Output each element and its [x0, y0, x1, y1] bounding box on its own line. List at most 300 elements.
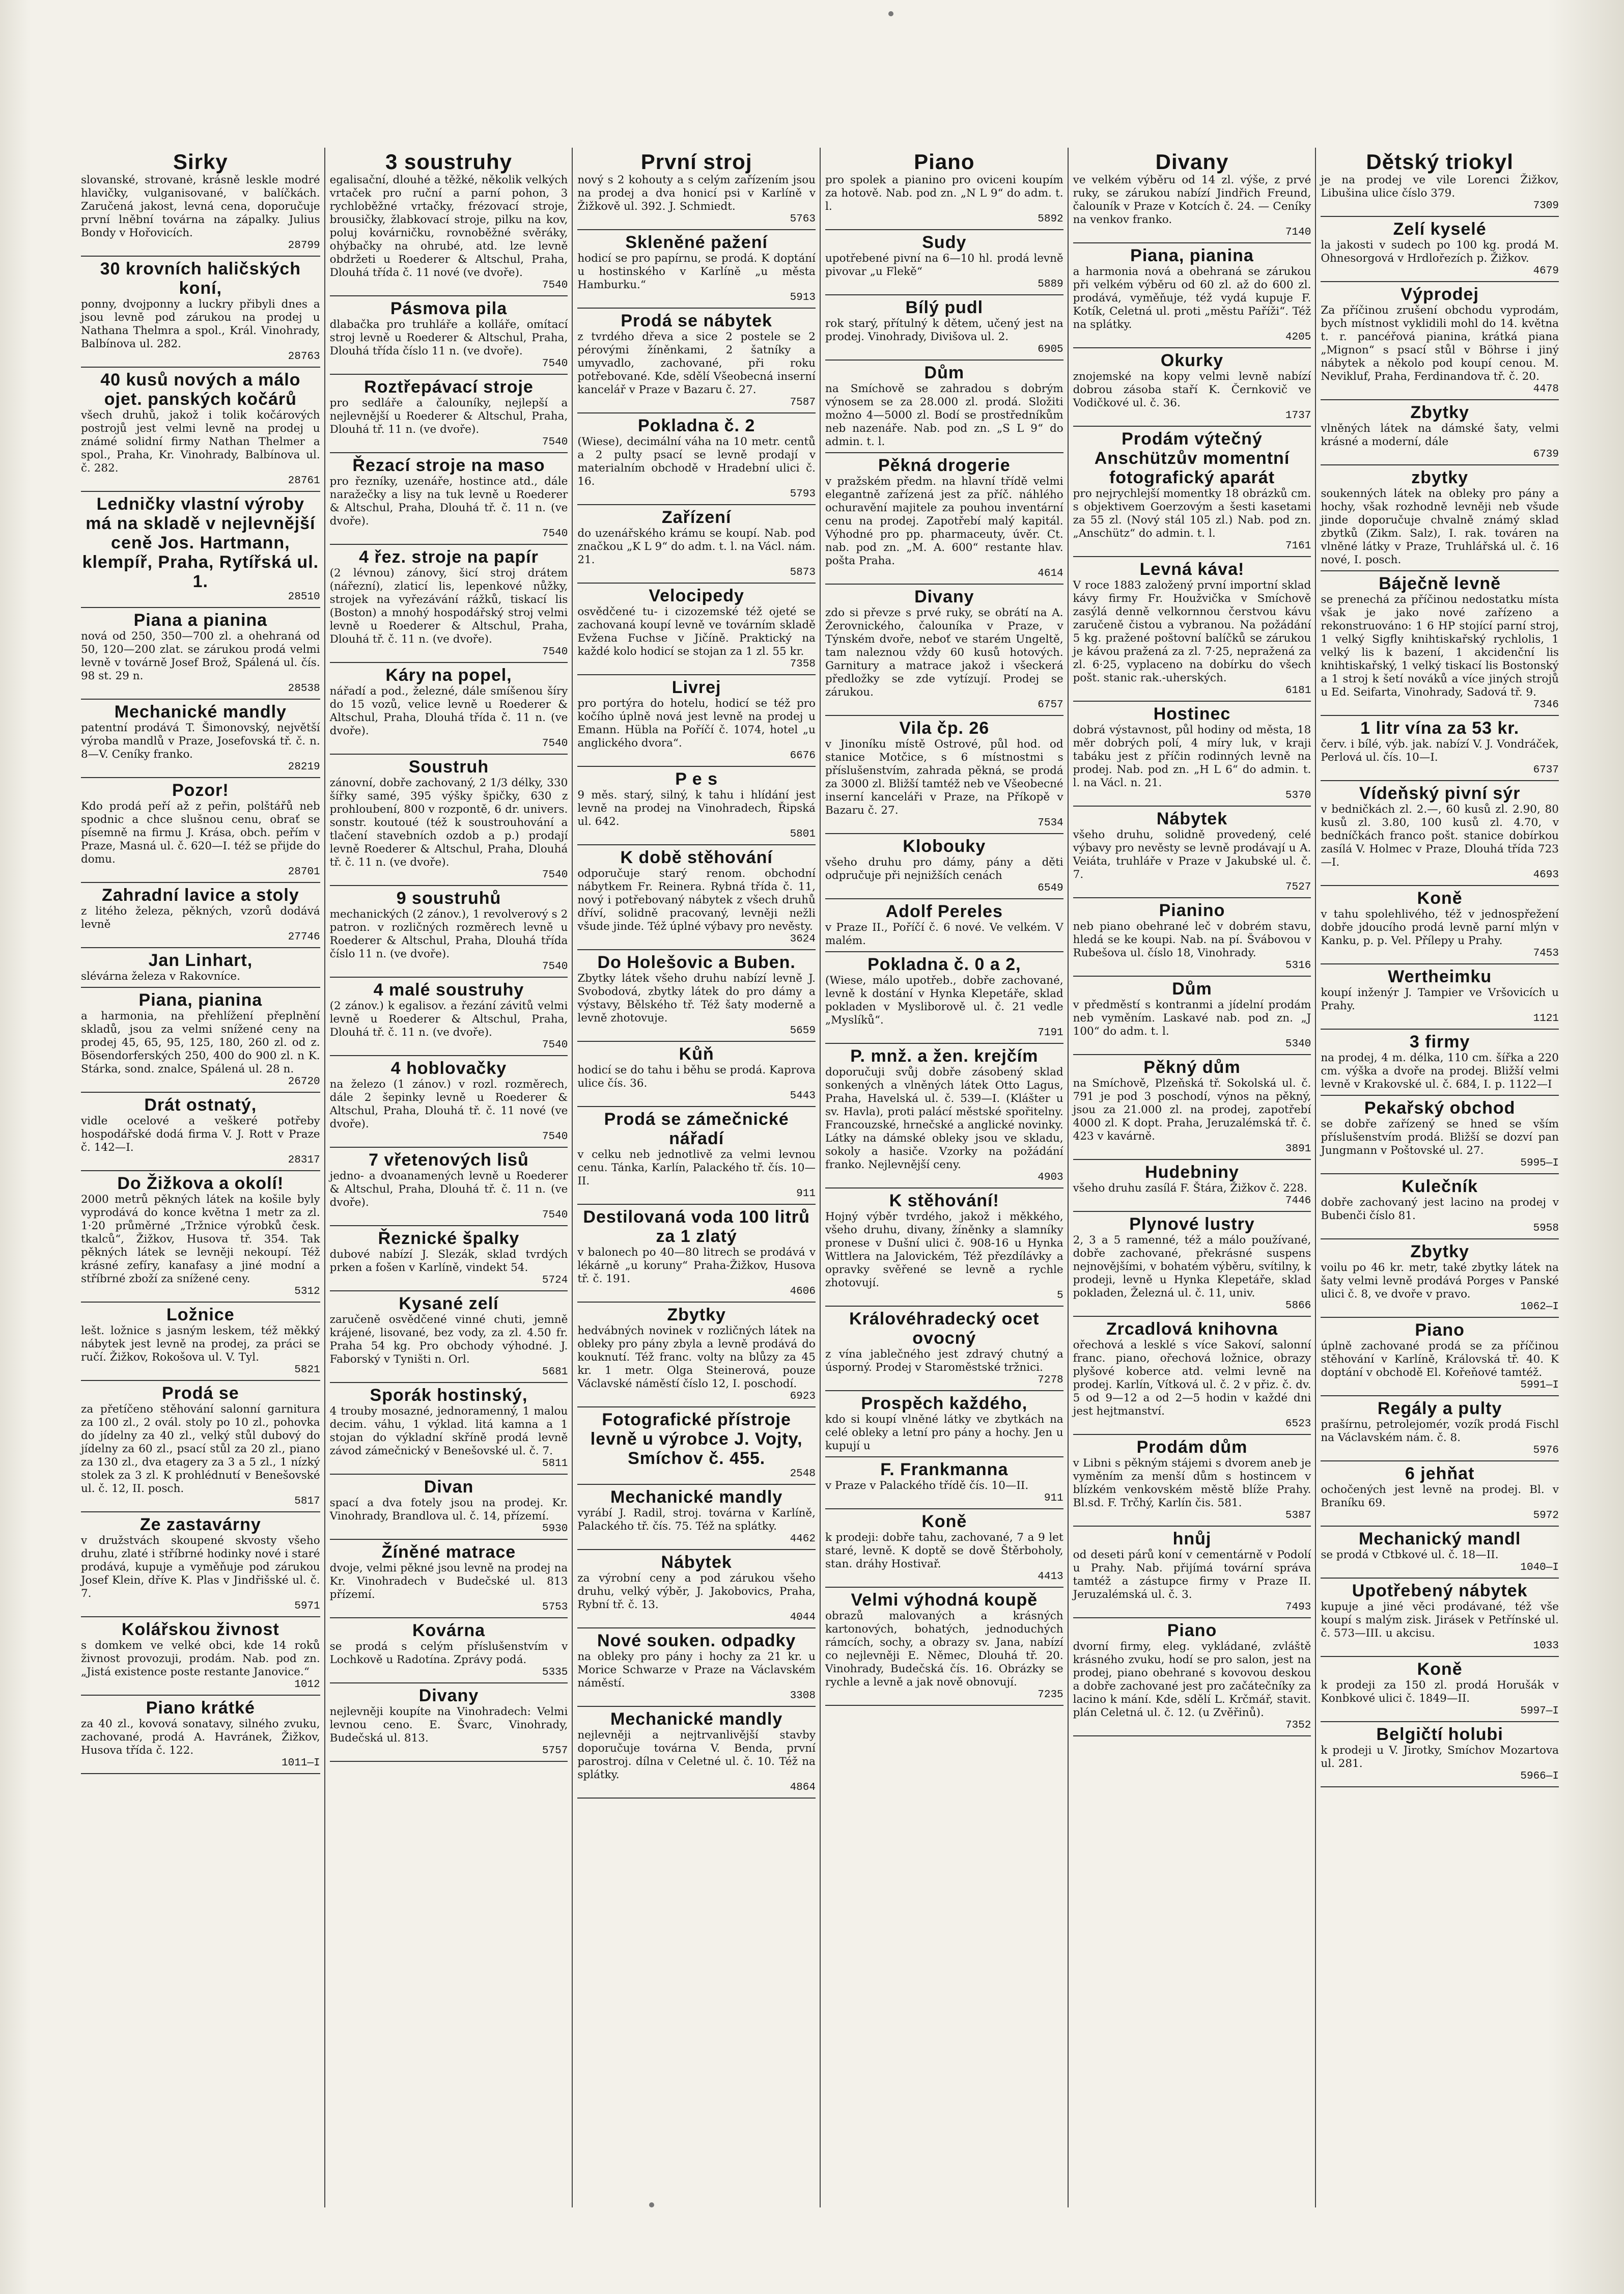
ad-reference-number: 1012	[294, 1679, 320, 1691]
ad-body: dubové nabízí J. Slezák, sklad tvrdých prken a fošen v Karlíně, vindekt 54.	[329, 1248, 568, 1274]
ad-body: upotřebené pivní na 6—10 hl. prodá levně pivovar „u Flekě“	[825, 252, 1063, 278]
ad-reference-number: 5976	[1533, 1445, 1559, 1456]
ad-reference-number: 5997—I	[1520, 1705, 1559, 1717]
ad-title: Kovárna	[412, 1621, 486, 1640]
ad-reference-number: 4044	[790, 1612, 816, 1623]
ad-reference-number: 6676	[790, 750, 816, 762]
classified-ad	[577, 1628, 816, 1707]
ad-title: Zelí kyselé	[1393, 219, 1487, 239]
classified-ad	[330, 1291, 568, 1383]
ad-body: v družstvách skoupené skvosty všeho druhu, zlaté i stříbrné hodinky nové i staré prodává, kupuje a vyměňuje pod zárukou Josef Klein, dříve K. Plas v Jindřišské ul. č. 7.	[81, 1534, 320, 1600]
ad-title: 7 vřetenových lisů	[369, 1150, 529, 1170]
ad-body: zaručeně osvědčené vinné chuti, jemně krájené, lisované, bez vody, za zl. 4.50 fr. Praha 54 kg. Pro obchody výhodné. J. Faborský v Tyništi n. Orl.	[329, 1313, 568, 1366]
classified-ad	[825, 899, 1063, 952]
classified-ad	[1321, 716, 1559, 781]
classified-ad	[330, 148, 568, 296]
ad-title: Dětský triokyl	[1366, 150, 1514, 174]
ad-reference-number: 5724	[542, 1275, 568, 1286]
ad-body: soukenných látek na obleky pro pány a hochy, však rozhodně levněji neb všude jinde doporučuje chvalně známý sklad zbytků (Zikm. Salz), I. rak. továren na vlněné látky v Praze, Truhlářská ul. č. 16 nové, I. posch.	[1321, 487, 1559, 566]
ad-title: 9 soustruhů	[396, 889, 501, 908]
classified-ad	[330, 545, 568, 663]
ad-reference-number: 7161	[1285, 540, 1311, 552]
classified-ad	[81, 1171, 320, 1303]
classified-ad	[81, 148, 320, 257]
classified-ad	[81, 883, 320, 948]
ad-reference-number: 6737	[1533, 764, 1559, 776]
classified-ad	[81, 368, 320, 492]
ad-title: Klobouky	[903, 837, 986, 856]
ad-column-5	[1068, 148, 1315, 2207]
ad-title: Pokladna č. 0 a 2,	[867, 955, 1021, 974]
ad-body: v Jinoníku místě Ostrové, půl hod. od stanice Motčice, s 6 místnostmi s příslušenstvím, zahrada pěkná, se prodá za 3000 zl. Bližší tamtéž neb ve Všeobecné inserní kanceláři v Praze, na Příkopě v Bazaru č. 27.	[825, 738, 1063, 817]
ad-reference-number: 7534	[1038, 817, 1063, 829]
classified-ad	[825, 361, 1063, 453]
ad-title: Do Žižkova a okolí!	[117, 1174, 284, 1193]
ad-title: Zbytky	[667, 1305, 726, 1324]
ad-body: k prodeji: dobře tahu, zachované, 7 a 9 let staré, levně. K doptě se dově Štěrboholy, stan. dráhy Hostivař.	[825, 1531, 1063, 1570]
ad-body: za 40 zl., kovová sonatavy, silného zvuku, zachované, prodá A. Havránek, Žižkov, Husova třída č. 122.	[81, 1718, 320, 1757]
ad-title: Divany	[1155, 150, 1229, 174]
classified-ad	[81, 1696, 320, 1774]
ad-title: Ze zastavárny	[139, 1515, 261, 1534]
ad-reference-number: 7140	[1285, 227, 1311, 238]
ad-title: Sirky	[173, 150, 228, 174]
ad-body: všeho druhu, solidně provedený, celé výbavy pro nevěsty se levně prodávají u A. Veiáta, truhláře v Praze v Jakubské ul. č. 7.	[1073, 828, 1311, 881]
ad-reference-number: 5889	[1038, 279, 1063, 290]
ad-title: Wertheimku	[1388, 967, 1492, 986]
classified-ad	[81, 1093, 320, 1171]
ad-reference-number: 5995—I	[1520, 1157, 1559, 1169]
ad-title: Prodá se nábytek	[621, 311, 772, 330]
ad-reference-number: 1062—I	[1520, 1301, 1559, 1313]
classified-ad	[825, 1509, 1063, 1588]
ad-reference-number: 6549	[1038, 882, 1063, 894]
ad-title: Skleněné pažení	[625, 233, 768, 252]
ad-reference-number: 7540	[542, 1209, 568, 1221]
ad-body: všeho druhu pro dámy, pány a děti odpručuje při nejnižších cenách	[825, 856, 1063, 882]
classified-ad	[330, 375, 568, 453]
ad-body: dvoje, velmi pěkné jsou levně na prodej na Kr. Vinohradech v Budečské ul. 813 přízemí.	[329, 1562, 568, 1601]
ad-body: červ. i bílé, výb. jak. nabízí V. J. Vondráček, Perlová ul. čís. 10—I.	[1321, 738, 1559, 764]
ad-reference-number: 5753	[542, 1601, 568, 1613]
ad-title: Prodá se	[162, 1384, 239, 1403]
classified-ad	[577, 1550, 816, 1628]
classified-ad	[577, 845, 816, 950]
ad-reference-number: 911	[1044, 1493, 1063, 1504]
ad-body: zánovní, dobře zachovaný, 2 1/3 délky, 330 šířky samé, 395 výšky špičky, 630 z prohloubení, 800 v rozpontě, 6 dr. univers. sonstr. koutoué (též k soustrouhování a tlačení stavebních ozdob a p.) prodají levně Roederer & Altschul, Praha, Dlouhá tř. č. 11 n. (ve dvoře).	[329, 777, 568, 869]
ad-body: (2 lévnou) zánovy, šicí stroj drátem (nářezní), zlaticí lis, lepenkové nůžky, strojek na vyřezávání rážků, tiskací lis (Boston) a mnohý hospodářský stroj velmi levně u Roederer & Altschul, Praha, Dlouhá tř. č. 11 n. (ve dvoře).	[329, 567, 568, 646]
ad-body: se prodá s celým příslušenstvím v Lochkově u Radotína. Zprávy podá.	[329, 1640, 568, 1666]
classified-ad	[825, 1457, 1063, 1509]
ad-reference-number: 7453	[1533, 948, 1559, 959]
classified-ad	[81, 608, 320, 700]
ad-body: z vína jablečného jest zdravý chutný a úsporný. Prodej v Staroměstské tržnici.	[825, 1348, 1063, 1374]
classified-ad	[1321, 465, 1559, 571]
ad-body: 2, 3 a 5 ramenné, též a málo používané, dobře zachované, překrásné suspens nejnovějšími, v bohatém výběru, svítilny, k prodeji, levně u Hynka Klepetáře, sklad pokladen, Železná ul. č. 11, univ.	[1073, 1234, 1311, 1300]
ad-reference-number: 7540	[542, 1039, 568, 1051]
classified-ad	[330, 1056, 568, 1148]
ad-title: 4 hoblovačky	[390, 1059, 507, 1078]
ad-title: Nábytek	[661, 1553, 732, 1572]
ad-title: Koně	[921, 1512, 967, 1531]
classified-ad	[577, 230, 816, 309]
ad-title: Zrcadlová knihovna	[1106, 1319, 1278, 1339]
ad-reference-number: 4693	[1533, 869, 1559, 881]
ad-body: v Praze II., Poříčí č. 6 nové. Ve velkém. V malém.	[825, 921, 1063, 947]
ad-body: z tvrdého dřeva a sice 2 postele se 2 pérovými žíněnkami, 2 šatníky a umyvadlo, zachované, při roku potřebované. Kde, sdělí Všeobecná inserní kancelář v Praze v Bazaru č. 27.	[577, 330, 816, 396]
ad-reference-number: 7493	[1285, 1601, 1311, 1613]
classified-ad	[825, 1307, 1063, 1391]
ad-title: Zahradní lavice a stoly	[101, 886, 299, 905]
classified-ad	[1073, 702, 1311, 807]
classified-ad	[330, 1148, 568, 1226]
ad-reference-number: 6739	[1533, 449, 1559, 460]
ad-title: Piana, pianina	[1130, 246, 1254, 265]
ad-reference-number: 7587	[790, 397, 816, 408]
ad-reference-number: 5966—I	[1520, 1771, 1559, 1782]
ad-reference-number: 5443	[790, 1090, 816, 1102]
ad-reference-number: 7540	[542, 528, 568, 540]
classified-ad	[577, 309, 816, 413]
classified-ad	[1073, 427, 1311, 557]
ad-reference-number: 28317	[288, 1154, 320, 1166]
ad-reference-number: 7540	[542, 869, 568, 881]
ad-body: nový s 2 kohouty a s celým zařízením jsou na prodej a dva honicí psi v Karlíně v Žižkově ul. 392. J. Schmiedt.	[577, 174, 816, 213]
ad-body: voilu po 46 kr. metr, také zbytky látek na šaty velmi levně prodává Porges v Panské ulici č. 8, ve dvoře v pravo.	[1321, 1261, 1559, 1301]
classified-ad	[330, 1226, 568, 1291]
ad-body: doporučuji svůj dobře zásobený sklad sonkených a vlněných látek Otto Lagus, Praha, Havelská ul. č. 539—I. (Klášter u sv. Havla), proti palácí městské spořitelny. Francouzské, hrnečské a anglické novinky. Látky na dámské obleky jsou ve skladu, sokoly a hasiče. Vzorky na požádání franko. Nejlevnější ceny.	[825, 1066, 1063, 1171]
ad-reference-number: 7540	[542, 436, 568, 448]
ad-reference-number: 5387	[1285, 1510, 1311, 1522]
classified-ad	[825, 295, 1063, 361]
classified-ad	[1321, 282, 1559, 400]
ad-reference-number: 5316	[1285, 960, 1311, 972]
ad-body: v Praze v Palackého třídě čís. 10—II.	[825, 1479, 1029, 1492]
ad-title: Královéhradecký ocet ovocný	[849, 1309, 1040, 1348]
ad-title: Nábytek	[1156, 809, 1228, 828]
classified-ad	[577, 1303, 816, 1407]
ad-reference-number: 7446	[1285, 1195, 1311, 1207]
ad-title: Mechanické mandly	[610, 1487, 783, 1507]
ad-title: Zbytky	[1410, 1242, 1469, 1261]
ad-title: Kůň	[679, 1044, 714, 1064]
classified-ad	[1073, 557, 1311, 702]
classified-ad	[81, 778, 320, 883]
ad-reference-number: 7540	[542, 1131, 568, 1143]
ad-body: hodicí se pro papírnu, se prodá. K doptání u hostinského v Karlíně „u města Hamburku.“	[577, 252, 816, 291]
ad-body: jedno- a dvoanamených levně u Roederer & Altschul, Praha, Dlouhá tř. č. 11 n. (ve dvoře).	[329, 1170, 568, 1209]
ad-title: Hudebniny	[1145, 1163, 1239, 1182]
ad-body: V roce 1883 založený první importní sklad kávy firmy Fr. Houžvička v Smíchově zasýlá denně velkornnou čerstvou kávu zaručeně čistou a vybranou. Na požádání 5 kg. pražené poštovní balíčků se zárukou je kávou pražená za zl. 7·25, nepražená za zl. 6·25, vyplaceno na dobírku do všech pošt. stanic rak.-uherských.	[1073, 579, 1311, 684]
ad-reference-number: 4205	[1285, 331, 1311, 343]
ad-body: patentní prodává T. Šimonovský, největší výroba mandlů v Praze, Josefovská tř. č. n. 8—V. Ceníky franko.	[81, 722, 320, 761]
ad-body: je na prodej ve vile Lorenci Žižkov, Libušina ulice číslo 379.	[1321, 174, 1559, 200]
ad-reference-number: 5659	[790, 1025, 816, 1037]
ad-body: na železo (1 zánov.) v rozl. rozměrech, dále 2 šepinky levně u Roederer & Altschul, Praha, Dlouhá tř. č. 11 nové (ve dvoře).	[329, 1078, 568, 1130]
ad-reference-number: 7540	[542, 280, 568, 291]
ad-reference-number: 6905	[1038, 344, 1063, 355]
ad-reference-number: 5811	[542, 1458, 568, 1470]
ad-body: nová od 250, 350—700 zl. a ohehraná od 50, 120—200 zlat. se zárukou prodá velmi levně v továrně Josef Brož, Spálená ul. čís. 98 st. 29 n.	[81, 630, 320, 682]
classified-ad	[577, 1707, 816, 1799]
ad-body: la jakosti v sudech po 100 kg. prodá M. Ohnesorgová v Hrdlořezích p. Žižkov.	[1321, 239, 1559, 265]
ad-title: Piana, pianina	[138, 990, 263, 1010]
classified-ad	[1073, 898, 1311, 977]
classified-ad	[577, 413, 816, 505]
classified-ad	[81, 257, 320, 368]
ad-reference-number: 5958	[1533, 1223, 1559, 1234]
ad-title: Pokladna č. 2	[637, 416, 755, 435]
ad-body: na prodej, 4 m. délka, 110 cm. šířka a 220 cm. výška a dvoře na prodej. Bližší velmi levně v Krakovské ul. č. 684, I. p. 1122—I	[1321, 1052, 1559, 1091]
ad-body: Za příčinou zrušení obchodu vyprodám, bych místnost vyklidili mohl do 14. května t. r. pancéřová pianina, krátká piana „Mignon“ s psací stůl v Böhrse i jiný nábytek a několo pod koupí cenou. M. Nevikluf, Praha, Ferdinandova tř. č. 20.	[1321, 304, 1559, 383]
ad-title: Ložnice	[166, 1305, 235, 1324]
classified-ad	[1321, 1030, 1559, 1096]
ad-body: lešt. ložnice s jasným leskem, též měkký nábytek jest levně na prodej, za práci se ručí. Žižkov, Rokošova ul. V. Tyl.	[81, 1324, 320, 1364]
ad-reference-number: 4606	[790, 1286, 816, 1297]
ad-reference-number: 7540	[542, 358, 568, 370]
ad-body: dlabačka pro truhláře a kolláře, omítací stroj levně u Roederer & Altschul, Praha, Dlouhá třída číslo 11 n. (ve dvoře).	[329, 318, 568, 357]
ad-title: P. mnž. a žen. krejčím	[850, 1046, 1039, 1066]
ad-title: Pozor!	[172, 781, 229, 800]
ad-title: Do Holešovic a Buben.	[597, 953, 796, 972]
classified-ad	[1321, 1722, 1559, 1787]
ad-title: Okurky	[1160, 351, 1224, 370]
ad-title: Piano	[1167, 1621, 1217, 1640]
classified-ad	[330, 978, 568, 1056]
classified-ad	[1073, 348, 1311, 427]
ad-reference-number: 5972	[1533, 1510, 1559, 1522]
ad-title: Pekařský obchod	[1364, 1098, 1516, 1118]
ad-title: Belgičtí holubi	[1376, 1725, 1503, 1744]
classified-ad	[1321, 1239, 1559, 1318]
classified-ad	[1073, 1317, 1311, 1435]
print-speck-bottom	[649, 2202, 654, 2207]
ad-title: Výprodej	[1401, 285, 1479, 304]
ad-body: mechanických (2 zánov.), 1 revolverový s 2 patron. v rozličných rozměrech levně u Roederer & Altschul, Praha, Dlouhá třída číslo 11 n. (ve dvoře).	[329, 908, 568, 960]
ad-title: Sudy	[922, 233, 967, 252]
ad-body: 2000 metrů pěkných látek na košile byly vyprodává do konce května 1 metr za zl. 1·20 průměrné „Tržnice výrobků česk. tkalců“, Žižkov, Husova tř. 354. Tak pěkných látek se levněji nekoupí. Též krásné zefíry, kanafasy a jiné modní a stříbrné zboží za snížené ceny.	[81, 1193, 320, 1285]
ad-body: vidle ocelové a veškeré potřeby hospodářské dodá firma V. J. Rott v Praze č. 142—I.	[81, 1115, 320, 1154]
ad-body: spací a dva fotely jsou na prodej. Kr. Vinohrady, Brandlova ul. č. 14, přízemí.	[329, 1497, 568, 1523]
classified-ad	[825, 230, 1063, 295]
ad-body: na Smíchově se zahradou s dobrým výnosem se za 28.000 zl. prodá. Složiti možno 4—5000 zl. Bodí se prostředníkům neb nazenáře. Nab. pod zn. „S L 9“ do admin. t. l.	[825, 382, 1063, 448]
ad-body: v celku neb jednotlivě za velmi levnou cenu. Tánka, Karlín, Palackého tř. čís. 10—II.	[577, 1148, 816, 1187]
classified-ad	[1073, 1160, 1311, 1212]
ad-body: všech druhů, jakož i tolik kočárových postrojů jest velmi levně na prodej u známé solidní firmy Nathan Thelmer a spol., Praha, Kr. Vinohrady, Balbínova ul. č. 282.	[81, 409, 320, 475]
ad-title: Zařízení	[661, 508, 732, 527]
ad-title: Hostinec	[1153, 704, 1231, 724]
ad-reference-number: 4413	[1038, 1571, 1063, 1583]
classified-ads-section	[76, 148, 1563, 2207]
classified-ad	[577, 505, 816, 584]
ad-title: Drát ostnatý,	[144, 1095, 257, 1115]
ad-reference-number: 1040—I	[1520, 1562, 1559, 1573]
ad-body: v Libni s pěkným stájemi s dvorem aneb je vyměním za menší dům s hostincem v blízkém venkovském městě blíže Prahy. Bl.sd. F. Trčhý, Karlín čis. 581.	[1073, 1457, 1311, 1509]
ad-reference-number: 1033	[1533, 1640, 1559, 1652]
ad-reference-number: 5335	[542, 1667, 568, 1678]
ad-reference-number: 5312	[294, 1286, 320, 1297]
classified-ad	[1073, 243, 1311, 348]
classified-ad	[81, 700, 320, 778]
ad-reference-number: 7346	[1533, 699, 1559, 711]
ad-reference-number: 5	[1057, 1290, 1063, 1302]
classified-ad	[577, 950, 816, 1042]
ad-title: Řeznické špalky	[378, 1229, 520, 1248]
classified-ad	[577, 675, 816, 767]
ad-body: dvorní firmy, eleg. vykládané, zvláště krásného zvuku, hodí se pro salon, jest na prodej, piano obehrané s kovovou deskou a dobře zachované jest pro začátečníky za lacino k mání. Kde, sdělí L. Krčmář, stavit. plán Celetná ul. č. 12. (u Zvěřinů).	[1073, 1640, 1311, 1719]
classified-ad	[330, 1383, 568, 1475]
classified-ad	[81, 948, 320, 988]
ad-title: 30 krovních haličských koní,	[100, 259, 301, 298]
ad-reference-number: 3891	[1285, 1143, 1311, 1155]
ad-body: (2 zánov.) k egalisov. a řezání závitů velmi levně u Roederer & Altschul, Praha, Dlouhá tř. č. 11 n. (ve dvoře).	[329, 1000, 568, 1039]
ad-body: 4 trouby mosazné, jednoramenný, 1 malou decim. váhu, 1 výklad. litá kamna a 1 stojan do výkladní skříně prodá levně závod zámečnický v Benešovské ul. č. 7.	[329, 1405, 568, 1457]
ad-body: pro portýra do hotelu, hodicí se též pro kočího úplně nová jest levně na prodej u Emann. Hübla na Poříčí č. 1074, hotel „u anglického dvora“.	[577, 697, 816, 750]
ad-title: Sporák hostinský,	[370, 1386, 528, 1405]
classified-ad	[577, 1107, 816, 1205]
classified-ad	[1321, 781, 1559, 886]
ad-body: se prodá v Ctbkové ul. č. 18—II.	[1321, 1549, 1499, 1561]
ad-reference-number: 7191	[1038, 1027, 1063, 1039]
ad-body: dobrá výstavnost, půl hodiny od města, 18 měr dobrých polí, 4 míry luk, v kraji tabáku jest z příčin rodinných levně na prodej. Nab. pod zn. „H L 6“ do admin. t. l. na Václ. n. 21.	[1073, 724, 1311, 789]
ad-title: Prospěch každého,	[861, 1394, 1028, 1413]
ad-title: 1 litr vína za 53 kr.	[1360, 718, 1520, 738]
ad-reference-number: 26720	[288, 1076, 320, 1088]
classified-ad	[1073, 1618, 1311, 1736]
ad-body: ve velkém výběru od 14 zl. výše, z prvé ruky, se zárukou nabízí Jindřich Freund, čalouník v Praze v Kotcích č. 24. — Ceníky na venkov franko.	[1073, 174, 1311, 226]
classified-ad	[330, 886, 568, 978]
ad-body: kupuje a jiné věci prodávané, též vše koupí s malým zisk. Jirásek v Petřínské ul. č. 573—III. u akcisu.	[1321, 1600, 1559, 1640]
classified-ad	[1073, 1212, 1311, 1317]
ad-title: Prodám výtečný Anschützův momentní fotografický aparát	[1094, 429, 1290, 487]
classified-ad	[825, 1391, 1063, 1457]
ad-title: K stěhování!	[889, 1191, 999, 1210]
ad-body: znojemské na kopy velmi levně nabízí dobrou zásoba staří K. Černkovič ve Vodičkové ul. č. 36.	[1073, 370, 1311, 409]
ad-title: zbytky	[1411, 468, 1469, 487]
ad-title: 4 malé soustruhy	[373, 980, 524, 1000]
ad-reference-number: 7527	[1285, 881, 1311, 893]
ad-reference-number: 5991—I	[1520, 1379, 1559, 1391]
ad-title: Báječně levně	[1379, 574, 1501, 593]
ad-body: Zbytky látek všeho druhu nabízí levně J. Svobodová, zbytky látek do pro dámy a výstavy, Bělského tř. Též šaty moderně a levně zhotovuje.	[577, 972, 816, 1025]
ad-reference-number: 27746	[288, 931, 320, 943]
classified-ad	[825, 1044, 1063, 1189]
classified-ad	[81, 1381, 320, 1512]
ad-body: ochočených jest levně na prodej. Bl. v Braníku 69.	[1321, 1483, 1559, 1509]
ad-body: nářadí a pod., železné, dále smíšenou šíry do 15 vozů, velice levně u Roederer & Altschul, Praha, Dlouhá třída č. 11 n. (ve dvoře).	[329, 685, 568, 737]
classified-ad	[577, 584, 816, 675]
classified-ad	[330, 1540, 568, 1618]
ad-title: Dům	[924, 363, 965, 382]
ad-title: Destilovaná voda 100 litrů za 1 zlatý	[583, 1207, 810, 1246]
ad-title: Plynové lustry	[1129, 1214, 1255, 1234]
ad-column-3	[572, 148, 820, 2207]
ad-title: Jan Linhart,	[148, 951, 253, 970]
ad-body: na obleky pro pány i hochy za 21 kr. u Morice Schwarze v Praze na Václavském náměstí.	[577, 1650, 816, 1690]
ad-body: se prenechá za příčinou nedostatku místa však je jako nové zařízeno a rekonstruováno: 1 6 HP stojící parní stroj, 1 velký Sigfly knihtiskařský rychlolis, 1 velký lis k bazení, 1 akcidenční lis knihtiskařský, 1 velký tiskací lis Bostonský a 1 stroj k šetí nováků a více jiných strojů u Ed. Seifarta, Vinohrady, Sadová tř. 9.	[1321, 593, 1559, 699]
classified-ad	[1321, 1461, 1559, 1527]
ad-title: Vídeňský pivní sýr	[1359, 784, 1521, 803]
classified-ad	[1321, 1096, 1559, 1174]
ad-body: s domkem ve velké obci, kde 14 roků živnost provozuji, prodám. Nab. pod zn. „Jistá existence poste restante Janovice.“	[81, 1639, 320, 1678]
ad-title: Nové souken. odpadky	[597, 1631, 796, 1650]
ad-body: nejlevněji koupíte na Vinohradech: Velmi levnou ceno. E. Švarc, Vinohrady, Budečská ul. 813.	[329, 1705, 568, 1745]
classified-ad	[1321, 886, 1559, 964]
ad-title: K době stěhování	[620, 848, 773, 867]
classified-ad	[330, 296, 568, 375]
ad-reference-number: 28510	[288, 591, 320, 603]
ad-reference-number: 28701	[288, 866, 320, 878]
classified-ad	[825, 1588, 1063, 1706]
ad-title: Divany	[914, 587, 974, 606]
ad-body: nejlevněji a nejtrvanlivější stavby doporučuje továrna V. Benda, první parostroj. dílna v Celetné ul. č. 10. Též na splátky.	[577, 1729, 816, 1781]
ad-reference-number: 911	[796, 1188, 816, 1200]
ad-body: v předměstí s kontranmi a jídelní prodám neb vyměním. Laskavé nab. pod zn. „J 100“ do adm. t. l.	[1073, 999, 1311, 1038]
ad-reference-number: 1737	[1285, 410, 1311, 422]
ad-body: a harmonia, na přehlížení přeplnění skladů, jsou za velmi snížené ceny na prodej 45, 65, 95, 125, 180, 260 zl. od z. Bösendorferských 250, 400 do 900 zl. n K. Stárka, sond. znalce, Spálená ul. 28 n.	[81, 1010, 320, 1075]
ad-reference-number: 5892	[1038, 213, 1063, 225]
ad-title: Upotřebený nábytek	[1352, 1581, 1528, 1600]
classified-ad	[577, 1205, 816, 1303]
ad-body: za výrobní ceny a pod zárukou všeho druhu, velký výběr, J. Jakobovics, Praha, Rybní tř. č. 13.	[577, 1572, 816, 1611]
ad-reference-number: 7352	[1285, 1720, 1311, 1731]
classified-ad	[1073, 1527, 1311, 1618]
ad-reference-number: 7540	[542, 961, 568, 973]
ad-reference-number: 7309	[1533, 200, 1559, 212]
classified-ad	[1321, 1579, 1559, 1657]
ad-title: Roztřepávací stroje	[364, 377, 534, 397]
classified-ad	[825, 1189, 1063, 1307]
ad-body: z litého železa, pěkných, vzorů dodává levně	[81, 905, 320, 931]
ad-body: odporučuje starý renom. obchodní nábytkem Fr. Reinera. Rybná třída č. 11, nový i potřebovaný nábytek z všech druhů dříví, solidně pracovaný, levněji nežli všude jinde. Též úplné výbavy pro nevěsty.	[577, 867, 816, 933]
ad-title: F. Frankmanna	[880, 1460, 1009, 1479]
ad-reference-number: 5817	[294, 1496, 320, 1507]
classified-ad	[1073, 1055, 1311, 1160]
ad-title: Piano krátké	[146, 1698, 255, 1718]
ad-body: (Wiese), decimální váha na 10 metr. centů a 2 pulty psací se levně prodají v materialním obchodě v Hradební ulici č. 16.	[577, 435, 816, 488]
ad-title: Kysané zelí	[399, 1294, 499, 1313]
ad-reference-number: 7235	[1038, 1689, 1063, 1701]
ad-body: 9 měs. starý, silný, k tahu i hlídání jest levně na prodej na Vinohradech, Řipská ul. 642.	[577, 789, 816, 828]
ad-title: Žíněné matrace	[381, 1542, 516, 1562]
ad-reference-number: 7358	[790, 658, 816, 670]
classified-ad	[81, 492, 320, 608]
ad-body: vyrábí J. Radil, stroj. továrna v Karlíně, Palackého tř. čís. 75. Též na splátky.	[577, 1507, 816, 1533]
classified-ad	[1073, 807, 1311, 898]
print-speck-top	[888, 11, 893, 16]
ad-reference-number: 5930	[542, 1523, 568, 1535]
classified-ad	[577, 1485, 816, 1550]
classified-ad	[825, 148, 1063, 230]
classified-ad	[1321, 1318, 1559, 1396]
ad-title: Divan	[424, 1477, 474, 1497]
classified-ad	[81, 1512, 320, 1617]
ad-reference-number: 5801	[790, 828, 816, 840]
ad-title: Koně	[1417, 889, 1463, 908]
ad-body: slovanské, strovanė, krásně leskle modré hlavičky, vulganisované, v balíčkách. Zaručená jakost, levná cena, doporučuje první lněbní továrna na zápalky. Julius Bondy v Hořovicích.	[81, 174, 320, 239]
classified-ad	[825, 585, 1063, 716]
ad-title: 4 řez. stroje na papír	[359, 547, 539, 567]
ad-body: Hojný výběr tvrdého, jakož i měkkého, všeho druhu, divany, žíněnky a slamníky pronese v Dušní ulici č. 908-16 u Hynka Wittlera na Jalovickém, Též přezdílávky a opravky svěřené se levně a rychle zhotovují.	[825, 1210, 1063, 1289]
ad-reference-number: 6923	[790, 1391, 816, 1402]
ad-body: ořechová a lesklé s více Sakoví, salonní franc. piano, ořechová ložnice, obrazy plyšové koberce atd. velmi levně na prodej. Karlín, Vítková ul. č. 2 v přiz. č. dv. 5 od 9—12 a od 2—5 hodin v každé dni jest hejtmanství.	[1073, 1339, 1311, 1418]
ad-title: Livrej	[671, 678, 721, 697]
ad-body: na Smíchově, Plzeňská tř. Sokolská ul. č. 791 je pod 3 poschodí, výnos na pěkný, jsou za 21.000 zl. na prodej, zapotřebí 4000 zl. K dopt. Praha, Jeruzalémská tř. č. 423 v kavárně.	[1073, 1077, 1311, 1143]
ad-title: Fotografické přístroje levně u výrobce J. Vojty, Smíchov č. 455.	[590, 1410, 803, 1468]
classified-ad	[825, 716, 1063, 834]
ad-title: hnůj	[1172, 1529, 1212, 1549]
ad-reference-number: 5873	[790, 567, 816, 578]
